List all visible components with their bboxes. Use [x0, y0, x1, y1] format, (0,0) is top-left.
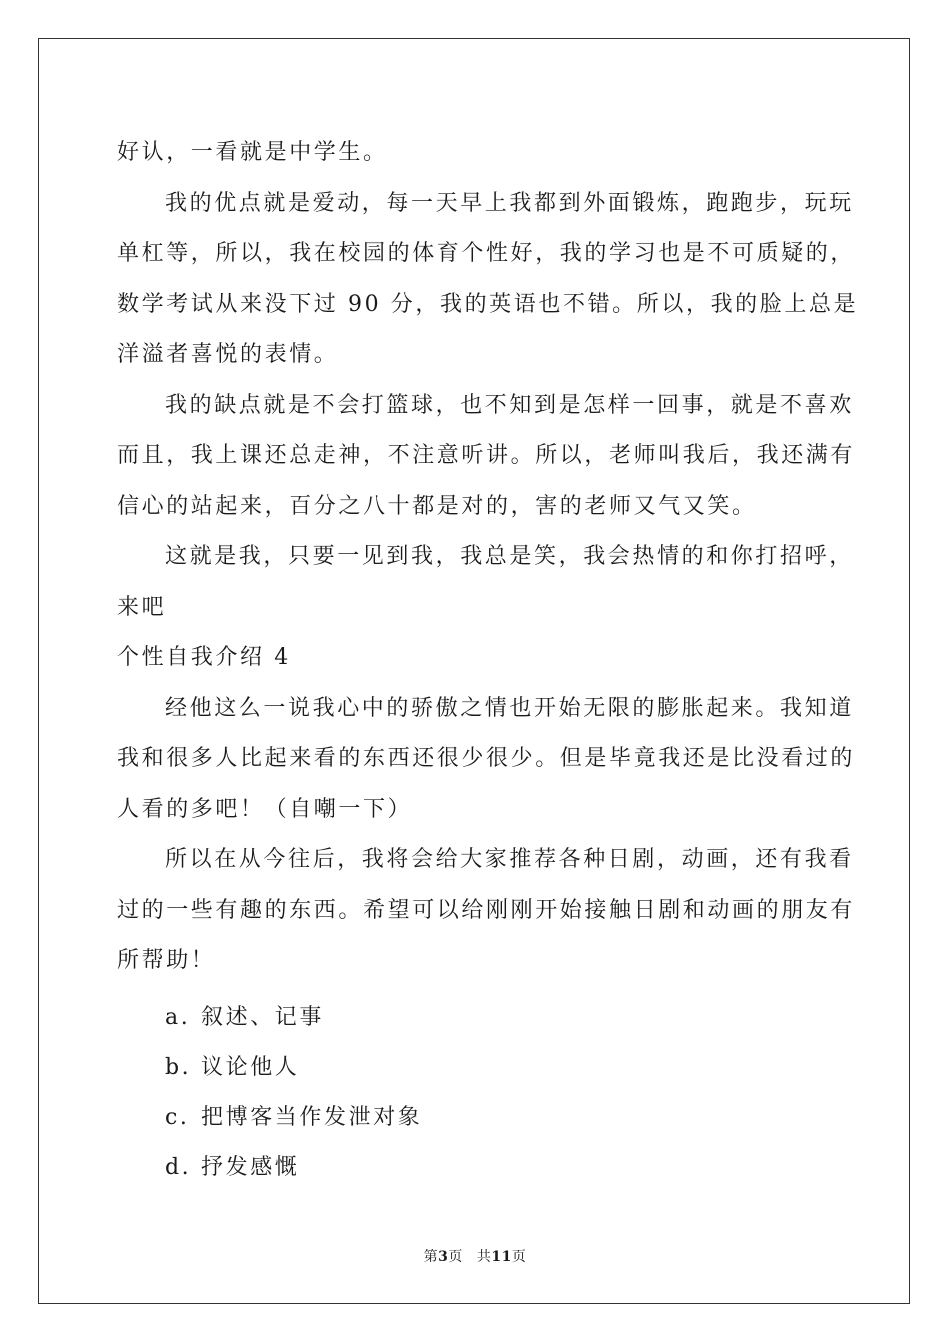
paragraph-line: 而且，我上课还总走神，不注意听讲。所以，老师叫我后，我还满有 — [117, 443, 856, 468]
list-marker: a. — [165, 1004, 191, 1030]
list-item — [117, 1043, 837, 1093]
footer-page-unit: 页 — [448, 1249, 463, 1265]
paragraph-line: 我的优点就是爱动，每一天早上我都到外面锻炼，跑跑步，玩玩 — [165, 190, 854, 216]
list-item-text: 叙述、记事 — [201, 1004, 325, 1030]
list-marker: b. — [165, 1054, 192, 1080]
list-item — [117, 1143, 837, 1193]
paragraph-line: 好认，一看就是中学生。 — [117, 140, 388, 165]
list-item-text: 抒发感慨 — [201, 1154, 300, 1180]
list-item — [117, 993, 837, 1043]
list-item-text: 议论他人 — [201, 1054, 300, 1080]
paragraph-line: 所以在从今往后，我将会给大家推荐各种日剧，动画，还有我看 — [165, 847, 854, 872]
page-footer — [0, 1246, 950, 1266]
footer-total-prefix: 共 — [476, 1249, 492, 1265]
paragraph-line: 我和很多人比起来看的东西还很少很少。但是毕竟我还是比没看过的 — [117, 746, 856, 771]
list-item — [117, 1093, 837, 1143]
paragraph-line: 单杠等，所以，我在校园的体育个性好，我的学习也是不可质疑的， — [117, 241, 856, 266]
list-marker: c. — [165, 1104, 190, 1130]
paragraph-line: 我的缺点就是不会打篮球，也不知到是怎样一回事，就是不喜欢 — [165, 392, 854, 418]
paragraph-line: 来吧 — [117, 594, 167, 620]
section-heading: 个性自我介绍 4 — [117, 645, 291, 670]
footer-total-unit: 页 — [511, 1249, 527, 1265]
paragraph-line: 过的一些有趣的东西。希望可以给刚刚开始接触日剧和动画的朋友有 — [117, 897, 856, 923]
current-page-number: 3 — [438, 1249, 449, 1265]
total-page-count: 11 — [491, 1249, 512, 1265]
footer-prefix: 第 — [423, 1249, 439, 1265]
paragraph-line: 这就是我，只要一见到我，我总是笑，我会热情的和你打招呼， — [165, 544, 854, 569]
document-body — [117, 128, 859, 1193]
paragraph-line: 信心的站起来，百分之八十都是对的，害的老师又气又笑。 — [117, 493, 757, 519]
paragraph-line: 洋溢者喜悦的表情。 — [117, 342, 339, 367]
paragraph-line: 数学考试从来没下过 90 分，我的英语也不错。所以，我的脸上总是 — [117, 291, 859, 317]
list-item-text: 把博客当作发泄对象 — [201, 1104, 423, 1130]
paragraph-line: 经他这么一说我心中的骄傲之情也开始无限的膨胀起来。我知道 — [165, 695, 854, 721]
paragraph-line: 所帮助！ — [117, 948, 216, 973]
list-marker: d. — [165, 1154, 192, 1180]
paragraph-line: 人看的多吧！（自嘲一下） — [117, 796, 413, 822]
